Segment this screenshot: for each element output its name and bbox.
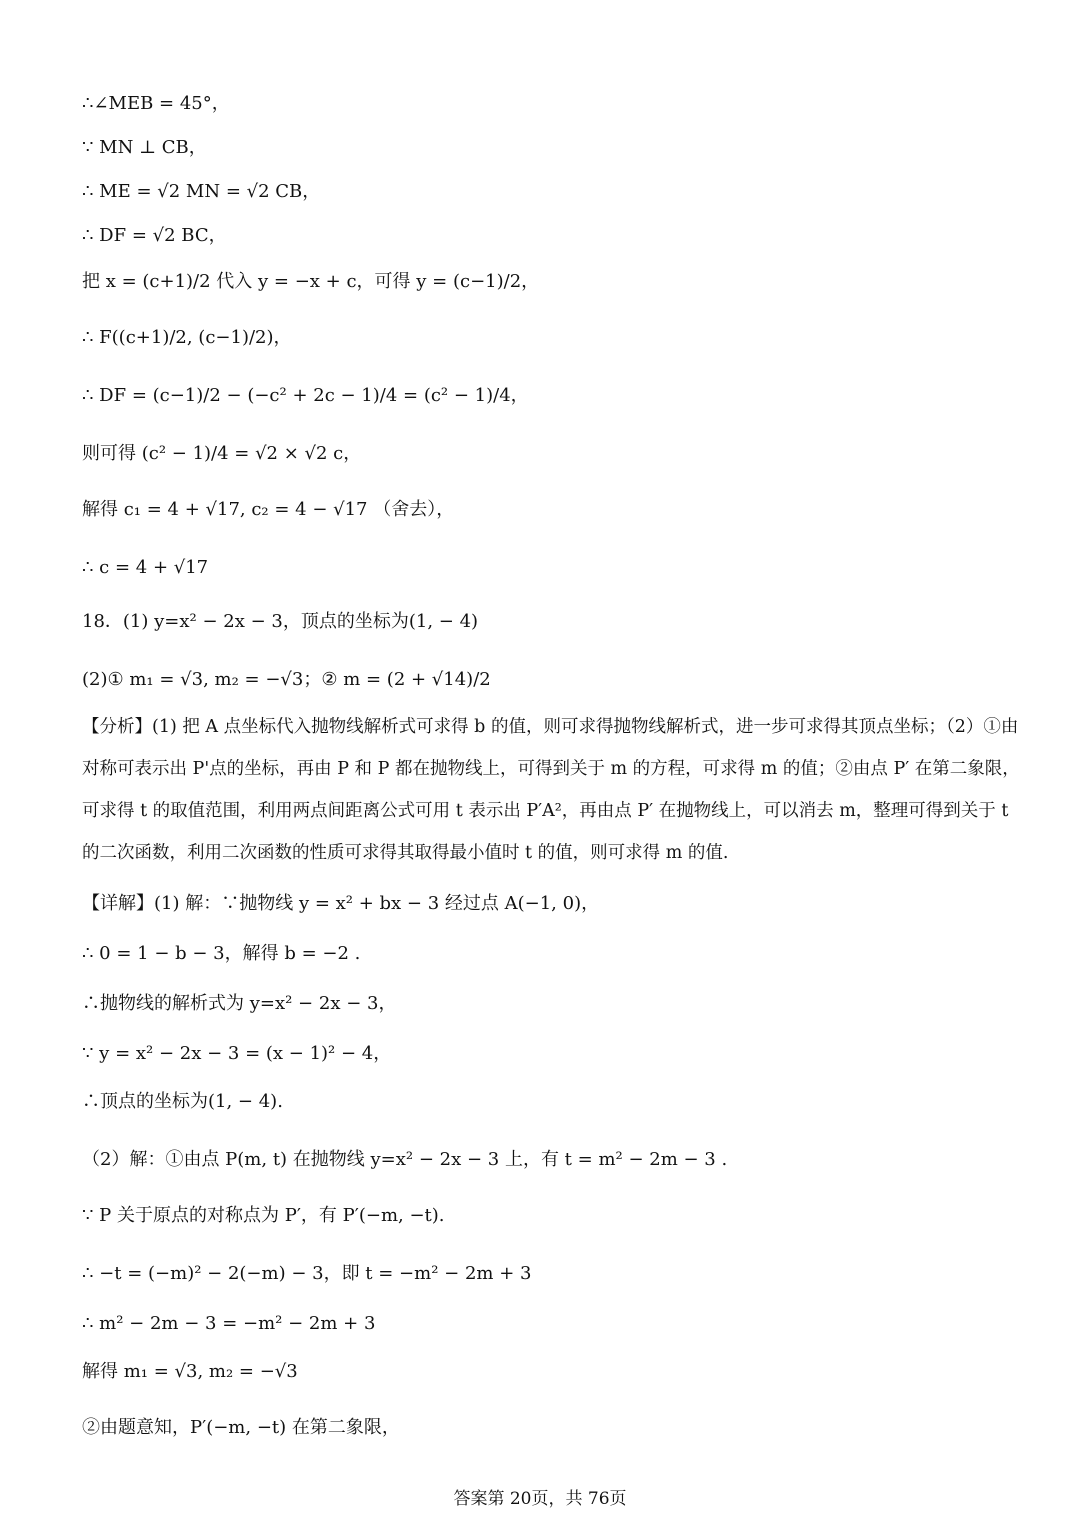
line-19: （2）解：①由点 P(m, t) 在抛物线 y=x² − 2x − 3 上，有 t = m² − 2m − 3 . <box>82 1149 728 1170</box>
line-11: 18．(1) y=x² − 2x − 3，顶点的坐标为(1, − 4) <box>82 611 479 632</box>
line-9: 解得 c₁ = 4 + √17, c₂ = 4 − √17 （舍去）， <box>82 499 455 520</box>
line-8: 则可得 (c² − 1)/4 = √2 × √2 c， <box>82 443 362 464</box>
line-24: ②由题意知，P′(−m, −t) 在第二象限， <box>82 1417 400 1438</box>
line-18: ∴顶点的坐标为(1, − 4). <box>82 1091 283 1112</box>
line-12: (2)① m₁ = √3, m₂ = −√3；② m = (2 + √14)/2 <box>82 669 491 690</box>
line-23: 解得 m₁ = √3, m₂ = −√3 <box>82 1361 298 1382</box>
line-20: ∵ P 关于原点的对称点为 P′，有 P′(−m, −t). <box>82 1205 445 1226</box>
line-21: ∴ −t = (−m)² − 2(−m) − 3，即 t = −m² − 2m + 3 <box>82 1263 532 1284</box>
line-4: ∴ DF = √2 BC， <box>82 225 227 246</box>
line-15: ∴ 0 = 1 − b − 3，解得 b = −2 . <box>82 943 361 964</box>
line-2: ∵ MN ⊥ CB， <box>82 137 207 158</box>
analysis-paragraph: 【分析】(1) 把 A 点坐标代入抛物线解析式可求得 b 的值，则可求得抛物线解析式，进一步可求得其顶点坐标；（2）①由对称可表示出 P'点的坐标，再由 P 和 P 都在抛物线上，可得到关于 m 的方程，可求得 m 的值；②由点 P′ 在第二象限，可求得 t 的取值范围，利用两点间距离公式可用 t 表示出 P′A²，再由点 P′ 在抛物线上，可以消去 m，整理可得到关于 t 的二次函数，利用二次函数的性质可求得其取得最小值时 t 的值，则可求得 m 的值. <box>82 717 1020 863</box>
line-14: 【详解】(1) 解：∵抛物线 y = x² + bx − 3 经过点 A(−1, 0)， <box>82 893 600 914</box>
line-3: ∴ ME = √2 MN = √2 CB， <box>82 181 321 202</box>
page-footer: 答案第 20页，共 76页 <box>453 1489 627 1509</box>
line-10: ∴ c = 4 + √17 <box>82 557 209 578</box>
line-6: ∴ F((c+1)/2, (c−1)/2)， <box>82 327 292 348</box>
line-22: ∴ m² − 2m − 3 = −m² − 2m + 3 <box>82 1313 376 1334</box>
line-17: ∵ y = x² − 2x − 3 = (x − 1)² − 4， <box>82 1043 392 1064</box>
line-16: ∴抛物线的解析式为 y=x² − 2x − 3， <box>82 993 397 1014</box>
line-5: 把 x = (c+1)/2 代入 y = −x + c，可得 y = (c−1)/2， <box>82 271 540 292</box>
line-1: ∴∠MEB = 45°， <box>82 93 230 114</box>
line-7: ∴ DF = (c−1)/2 − (−c² + 2c − 1)/4 = (c² − 1)/4， <box>82 385 529 406</box>
